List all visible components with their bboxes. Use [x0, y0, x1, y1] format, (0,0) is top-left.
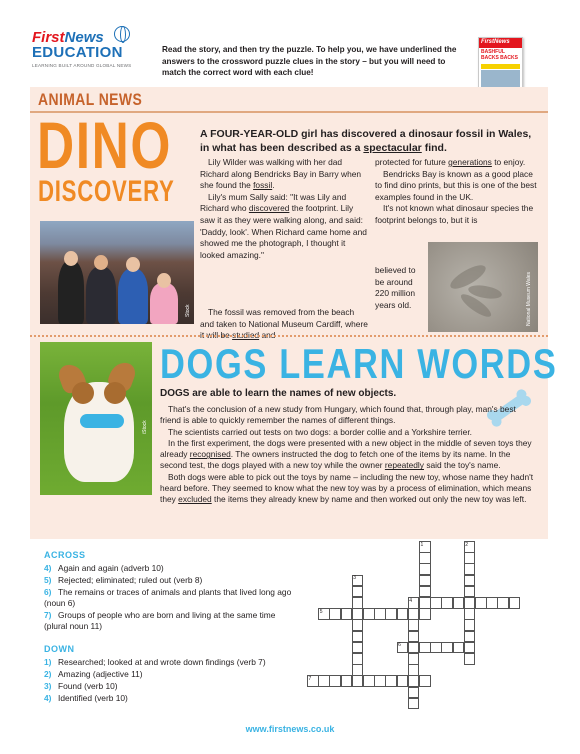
- crossword-cell[interactable]: [497, 597, 509, 609]
- person-figure: [58, 261, 84, 324]
- crossword-number: 1: [420, 541, 424, 548]
- dino-column-2: [375, 157, 540, 227]
- across-clue: [44, 563, 294, 574]
- crossword-cell[interactable]: [464, 653, 476, 665]
- crossword-cell[interactable]: [363, 608, 375, 620]
- dog-photo: [40, 342, 152, 495]
- instructions: Read the story, and then try the puzzle. To help you, we have underlined the answers to the crossword puzzle clues in the story – but you will need to match the correct word with each clue!: [162, 45, 457, 78]
- logo-firstnews: [32, 30, 142, 45]
- clue-number: 1): [44, 657, 52, 667]
- paragraph: The scientists carried out tests on two dogs: a border collie and a Yorkshire terrier.: [168, 426, 472, 437]
- crossword-cell[interactable]: [352, 597, 364, 609]
- crossword-cell[interactable]: [408, 619, 420, 631]
- paragraph: [160, 472, 535, 506]
- underlined-word: recognised: [189, 449, 231, 460]
- clue-text: Amazing (adjective 11): [58, 669, 143, 679]
- dog-face-patch: [72, 382, 94, 404]
- underlined-word: fossil: [253, 180, 273, 191]
- paragraph: [375, 157, 540, 169]
- underlined-word: excluded: [178, 494, 212, 505]
- crossword-cell[interactable]: [352, 642, 364, 654]
- crossword-cell[interactable]: [475, 597, 487, 609]
- photo-credit: National Museum Wales: [526, 271, 532, 326]
- clue-text: Rejected; eliminated; ruled out (verb 8): [58, 575, 203, 585]
- clue-text: Identified (verb 10): [58, 693, 128, 703]
- underlined-word: repeatedly: [384, 460, 424, 471]
- text: In the first experiment, the dogs were presented with a new object in the middle of seven toys they already: [160, 437, 532, 460]
- person-head: [94, 255, 108, 270]
- underlined-word: discovered: [248, 203, 290, 214]
- paragraph: Bendricks Bay is known as a good place to find dino prints, but this is one of the best examples found in the UK.: [375, 168, 537, 202]
- crossword-number: 5: [319, 608, 323, 615]
- clue-number: 6): [44, 587, 52, 597]
- crossword-cell[interactable]: [352, 586, 364, 598]
- crossword-cell[interactable]: [385, 608, 397, 620]
- crossword-cell[interactable]: [397, 608, 409, 620]
- headline-text: find.: [421, 142, 447, 154]
- crossword-cell[interactable]: [464, 552, 476, 564]
- down-heading: DOWN: [44, 644, 75, 654]
- crossword-cell[interactable]: [352, 653, 364, 665]
- headline-text: A FOUR-YEAR-OLD girl has discovered a dinosaur fossil in Wales, in what has been described as a: [200, 128, 532, 154]
- text: Lily Wilder was walking with her dad Richard along Bendricks Bay in Barry when she found the: [200, 157, 362, 191]
- paragraph: [200, 157, 368, 192]
- person-head: [64, 251, 78, 266]
- text: to enjoy.: [491, 157, 526, 167]
- dino-column-1: [200, 157, 368, 261]
- crossword-cell[interactable]: [419, 552, 431, 564]
- text: protected for future: [375, 157, 449, 167]
- crossword-cell[interactable]: [352, 619, 364, 631]
- crossword-cell[interactable]: [352, 675, 364, 687]
- crossword-cell[interactable]: [441, 642, 453, 654]
- crossword-number: 6: [398, 642, 401, 649]
- story-divider: [30, 335, 548, 337]
- dogs-article: [160, 404, 535, 506]
- crossword-cell[interactable]: [408, 687, 420, 699]
- crossword-cell[interactable]: [408, 664, 420, 676]
- clue-number: 5): [44, 575, 52, 585]
- crossword-cell[interactable]: [464, 563, 476, 575]
- family-photo: [40, 221, 194, 324]
- footer-url: www.firstnews.co.uk: [245, 724, 335, 734]
- crossword-cell[interactable]: [408, 608, 420, 620]
- paragraph: [160, 438, 535, 472]
- text: and: [259, 330, 276, 341]
- crossword-cell[interactable]: [408, 675, 420, 687]
- crossword-cell[interactable]: [329, 608, 341, 620]
- logo-education: EDUCATION: [32, 44, 123, 61]
- text: the items they already knew by name and then worked out only the new toy was left.: [211, 494, 527, 505]
- crossword-cell[interactable]: [397, 675, 409, 687]
- crossword-cell[interactable]: [486, 597, 498, 609]
- down-clue: [44, 693, 294, 704]
- footprint-photo: [428, 242, 538, 332]
- crossword-cell[interactable]: [419, 597, 431, 609]
- text: .: [272, 180, 275, 191]
- text: . The owners instructed the dog to fetch one of the items by its name. In the second test, the dogs played with a new toy while the owner: [160, 449, 511, 471]
- crossword-cell[interactable]: [408, 642, 420, 654]
- section-title: ANIMAL NEWS: [38, 90, 143, 109]
- logo-news: News: [64, 29, 104, 46]
- crossword-cell[interactable]: [464, 575, 476, 587]
- firstnews-education-logo: [32, 30, 142, 68]
- crossword-cell[interactable]: [385, 675, 397, 687]
- crossword-number: 2: [465, 541, 469, 548]
- crossword-number: 4: [409, 597, 413, 604]
- underlined-word: spectacular: [363, 142, 422, 154]
- discovery-title: DISCOVERY: [38, 175, 175, 208]
- logo-tagline: LEARNING BUILT AROUND GLOBAL NEWS: [32, 63, 132, 68]
- logo-first: First: [32, 29, 65, 46]
- text: The fossil was removed from the beach and taken to National Museum Cardiff, where it will be: [200, 307, 368, 341]
- photo-credit: Stock: [185, 304, 191, 317]
- paragraph: It's not known what dinosaur species the footprint belongs to, but it is: [375, 203, 534, 225]
- crossword-cell[interactable]: [464, 642, 476, 654]
- underlined-word: studied: [232, 330, 260, 341]
- text: Both dogs were able to pick out the toys by name – including the new toy, whose name they hadn't heard before. They seemed to know what the new toy was by a process of elimination, which means they: [160, 471, 534, 505]
- crossword-cell[interactable]: [441, 597, 453, 609]
- crossword-cell[interactable]: [419, 608, 431, 620]
- paragraph: That's the conclusion of a new study from Hungary, which found that, through play, man's best friend is able to quickly remember the names of different things.: [160, 404, 516, 426]
- crossword-cell[interactable]: [352, 631, 364, 643]
- crossword-cell[interactable]: [374, 608, 386, 620]
- crossword-cell[interactable]: [419, 642, 431, 654]
- text: Lily's mum Sally said: "It was Lily and Richard who: [200, 191, 347, 214]
- crossword-cell[interactable]: [341, 675, 353, 687]
- dino-column-2-narrow: believed to be around 220 million years old.: [375, 265, 416, 310]
- cover-masthead: FirstNews: [479, 38, 522, 48]
- dino-title: DINO: [37, 108, 172, 182]
- dogs-headline: DOGS are able to learn the names of new objects.: [160, 388, 397, 399]
- crossword-cell[interactable]: [430, 642, 442, 654]
- crossword-number: 3: [353, 575, 357, 582]
- clue-text: Researched; looked at and wrote down findings (verb 7): [58, 657, 266, 667]
- crossword-cell[interactable]: [341, 608, 353, 620]
- text: the footprint. Lily saw it as they were walking along, and said: 'Daddy, look'. When Richard came home and showed me the photograph, I thought it looked amazing.": [200, 203, 367, 260]
- clue-number: 4): [44, 693, 52, 703]
- clue-number: 7): [44, 610, 52, 620]
- dog-face-patch: [104, 382, 126, 404]
- clue-text: Groups of people who are born and living at the same time (plural noun 11): [44, 610, 276, 631]
- person-figure: [118, 269, 148, 324]
- crossword-cell[interactable]: [352, 608, 364, 620]
- crossword-clues: [44, 550, 294, 705]
- crossword-cell[interactable]: [352, 664, 364, 676]
- text: said the toy's name.: [424, 460, 501, 471]
- crossword-cell[interactable]: [318, 675, 330, 687]
- crossword-cell[interactable]: [329, 675, 341, 687]
- crossword-cell[interactable]: [363, 675, 375, 687]
- crossword-cell[interactable]: [419, 563, 431, 575]
- underlined-word: generations: [448, 157, 492, 167]
- across-clue: [44, 575, 294, 586]
- news-panel: [30, 87, 558, 539]
- photo-credit: iStock: [142, 420, 148, 434]
- crossword-cell[interactable]: [430, 597, 442, 609]
- clue-text: Again and again (adverb 10): [58, 563, 164, 573]
- clue-number: 3): [44, 681, 52, 691]
- crossword-cell[interactable]: [408, 653, 420, 665]
- clue-number: 4): [44, 563, 52, 573]
- clue-text: Found (verb 10): [58, 681, 118, 691]
- globe-icon: [114, 26, 130, 42]
- clue-text: The remains or traces of animals and plants that lived long ago (noun 6): [44, 587, 292, 608]
- cover-headline: BASHFUL BACKS BACKS: [481, 49, 518, 61]
- crossword-number: 7: [308, 675, 312, 682]
- dogs-title: DOGS LEARN WORDS: [160, 340, 558, 387]
- crossword-cell[interactable]: [408, 631, 420, 643]
- crossword-cell[interactable]: [419, 586, 431, 598]
- person-head: [126, 257, 140, 272]
- dino-headline: [200, 127, 538, 155]
- across-heading: ACROSS: [44, 550, 86, 560]
- cover-banner: [481, 64, 520, 69]
- crossword-cell[interactable]: [509, 597, 521, 609]
- crossword-cell[interactable]: [464, 631, 476, 643]
- person-figure: [150, 283, 178, 324]
- down-clue: [44, 681, 294, 692]
- crossword-cell[interactable]: [464, 586, 476, 598]
- paragraph: [200, 192, 368, 262]
- crossword-cell[interactable]: [453, 597, 465, 609]
- crossword-cell[interactable]: [464, 619, 476, 631]
- across-clue: [44, 587, 294, 609]
- person-head: [157, 273, 171, 288]
- across-clue: [44, 610, 294, 632]
- crossword-cell[interactable]: [419, 675, 431, 687]
- crossword-cell[interactable]: [419, 575, 431, 587]
- crossword-cell[interactable]: [408, 698, 420, 710]
- down-clue: [44, 669, 294, 680]
- crossword-cell[interactable]: [453, 642, 465, 654]
- crossword-cell[interactable]: [374, 675, 386, 687]
- crossword-cell[interactable]: [464, 608, 476, 620]
- crossword-cell[interactable]: [464, 597, 476, 609]
- down-clue: [44, 657, 294, 668]
- dog-toy-bone: [80, 414, 124, 428]
- person-figure: [86, 267, 116, 324]
- clue-number: 2): [44, 669, 52, 679]
